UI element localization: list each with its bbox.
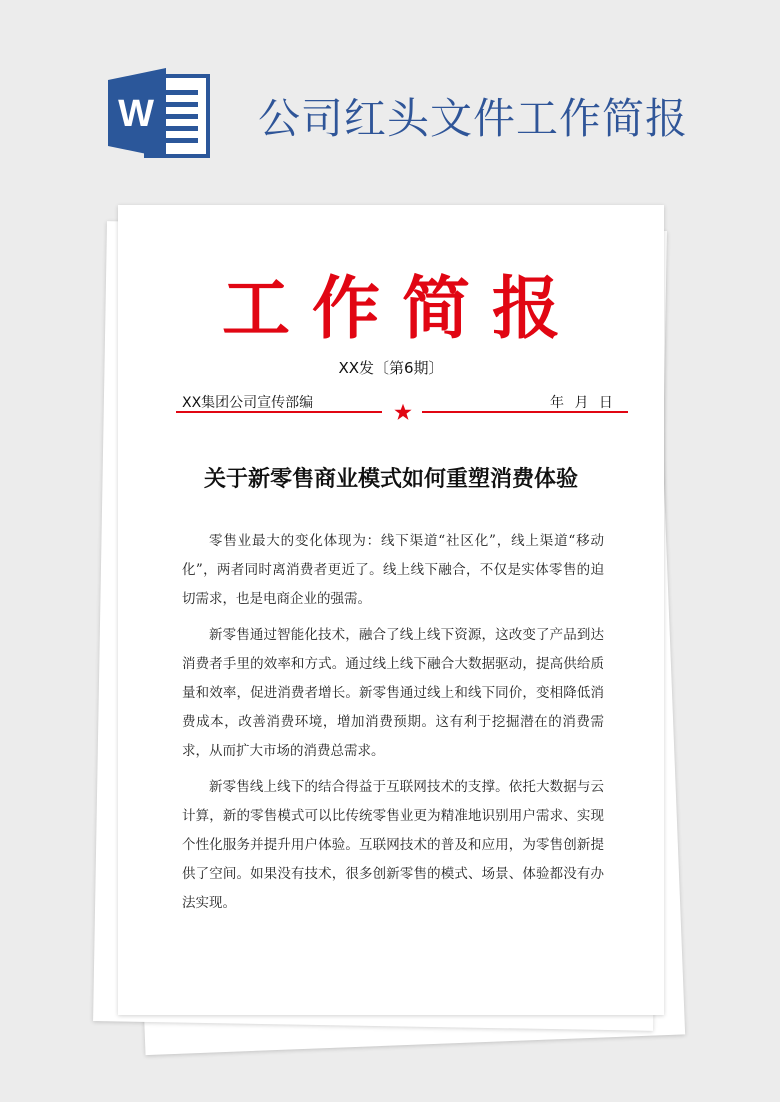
document-page [118,205,664,1015]
document-title: 工作简报 [221,270,582,349]
page-title: 公司红头文件工作简报 [258,94,689,143]
word-logo-icon [108,68,212,158]
issuer: XX集团公司宣传部编 [182,395,314,411]
issue-number: XX发〔第6期〕 [338,359,444,377]
article-body [182,527,604,925]
red-rule-left [176,411,382,413]
red-rule-right [422,411,628,413]
article-title: 关于新零售商业模式如何重塑消费体验 [203,467,578,492]
paragraph: 新零售线上线下的结合得益于互联网技术的支撑。依托大数据与云计算，新的零售模式可以比传统零售业更为精准地识别用户需求、实现个性化服务并提升用户体验。互联网技术的普及和应用，为零售创新提供了空间。如果没有技术，很多创新零售的模式、场景、体验都没有办法实现。 [182,779,604,911]
paragraph: 新零售通过智能化技术，融合了线上线下资源，这改变了产品到达消费者手里的效率和方式。通过线上线下融合大数据驱动，提高供给质量和效率，促进消费者增长。新零售通过线上和线下同价，变相降低消费成本，改善消费环境，增加消费预期。这有利于挖掘潜在的消费需求，从而扩大市场的消费总需求。 [182,627,604,759]
logo-letter: W [118,93,154,135]
paragraph: 零售业最大的变化体现为：线下渠道“社区化”，线上渠道“移动化”，两者同时离消费者更近了。线上线下融合，不仅是实体零售的迫切需求，也是电商企业的强需。 [182,533,604,607]
red-star-icon [394,403,412,421]
date-line: 年 月 日 [550,395,613,411]
header [0,0,780,200]
